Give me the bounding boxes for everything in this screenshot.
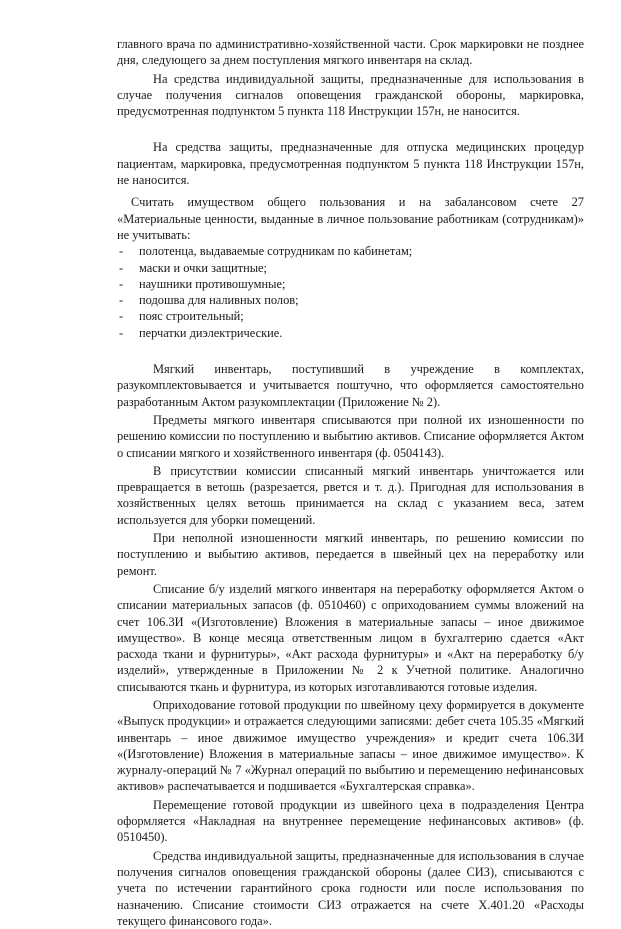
list-item-text: маски и очки защитные; bbox=[139, 260, 267, 275]
paragraph-partial-wear-sewing: При неполной изношенности мягкий инвентарь, по решению комиссии по поступлению и выбытию активов, передается в швейный цех на переработку или ремонт. bbox=[117, 531, 584, 578]
list-item-text: перчатки диэлектрические. bbox=[139, 325, 283, 340]
paragraph-write-off-full-wear: Предметы мягкого инвентаря списываются при полной их изношенности по решению комиссии по поступлению и выбытию активов. Списание оформляется Актом о списании мягкого и хозяйственного инвентаря (ф. 0504143). bbox=[117, 412, 584, 460]
list-item bbox=[117, 260, 584, 276]
list-dash: - bbox=[119, 325, 124, 340]
list-item-text: полотенца, выдаваемые сотрудникам по кабинетам; bbox=[139, 244, 413, 259]
list-dash: - bbox=[119, 260, 124, 275]
list-dash: - bbox=[119, 293, 124, 308]
paragraph-siz-civil-defense-marking: На средства индивидуальной защиты, предназначенные для использования в случае получения сигналов оповещения гражданской обороны, маркировка, предусмотренная подпунктом 5 пункта 118 Инструкции 157н, не наносится. bbox=[117, 71, 584, 119]
paragraph-marking-deadline: главного врача по административно-хозяйственной части. Срок маркировки не позднее дня, следующего за днем поступления мягкого инвентаря на склад. bbox=[117, 37, 584, 68]
list-item bbox=[117, 308, 584, 324]
paragraph-siz-write-off: Средства индивидуальной защиты, предназначенные для использования в случае получения сигналов оповещения гражданской обороны (далее СИЗ), списываются с учета по истечении гарантийного срока годности или после использования по назначению. Списание стоимости СИЗ отражается на счете Х.401.20 «Расходы текущего финансового года». bbox=[117, 848, 584, 928]
list-item-text: наушники противошумные; bbox=[139, 276, 286, 291]
list-item bbox=[117, 325, 584, 341]
document-page bbox=[117, 36, 584, 929]
paragraph-common-property: Считать имуществом общего пользования и на забалансовом счете 27 «Материальные ценности, выданные в личное пользование работникам (сотрудникам)» не учитывать: bbox=[117, 195, 584, 242]
paragraph-rag-destruction: В присутствии комиссии списанный мягкий инвентарь уничтожается или превращается в ветошь (разрезается, рвется и т. д.). Пригодная для использования в хозяйственных целях ветошь принимается на склад с указанием веса, затем используется для уборки помещений. bbox=[117, 463, 584, 527]
common-property-list bbox=[117, 243, 584, 341]
paragraph-finished-goods-posting: Оприходование готовой продукции по швейному цеху формируется в документе «Выпуск продукции» и отражается следующими записями: дебет счета 105.35 «Мягкий инвентарь – иное движимое имущество учреждения» и кредит счета 106.3И «(Изготовление) Вложения в материальные запасы – иное движимое имущество». К журналу-операций № 7 «Журнал операций по выбытию и перемещению нефинансовых активов» распечатывается и подшивается «Бухгалтерская справка». bbox=[117, 697, 584, 794]
paragraph-medical-protection-marking: На средства защиты, предназначенные для отпуска медицинских процедур пациентам, маркировка, предусмотренная подпунктом 5 пункта 118 Инструкции 157н, не наносится. bbox=[117, 140, 584, 188]
paragraph-recycling-write-off: Списание б/у изделий мягкого инвентаря на переработку оформляется Актом о списании материальных запасов (ф. 0510460) с оприходованием суммы вложений на счет 106.3И «(Изготовление) Вложения в материальные запасы – иное движимое имущество». В конце месяца ответственным лицом в бухгалтерию сдается «Акт расхода ткани и фурнитуры», «Акт расхода фурнитуры» и «Акт на переработку б/у изделий», утвержденные в Приложении № 2 к Учетной политике. Аналогично списываются ткань и фурнитура, из которых изготавливаются готовые изделия. bbox=[117, 581, 584, 694]
list-item-text: подошва для наливных полов; bbox=[139, 293, 299, 308]
list-dash: - bbox=[119, 244, 124, 259]
list-dash: - bbox=[119, 276, 124, 291]
list-item-text: пояс строительный; bbox=[139, 309, 244, 324]
list-item bbox=[117, 243, 584, 259]
list-dash: - bbox=[119, 309, 124, 324]
paragraph-finished-goods-transfer: Перемещение готовой продукции из швейного цеха в подразделения Центра оформляется «Накладная на внутреннее перемещение нефинансовых активов» (ф. 0510450). bbox=[117, 797, 584, 845]
list-item bbox=[117, 276, 584, 292]
paragraph-kit-disassembly: Мягкий инвентарь, поступивший в учреждение в комплектах, разукомплектовывается и учитывается поштучно, что оформляется самостоятельно разработанным Актом разукомплектации (Приложение № 2). bbox=[117, 362, 584, 409]
list-item bbox=[117, 292, 584, 308]
